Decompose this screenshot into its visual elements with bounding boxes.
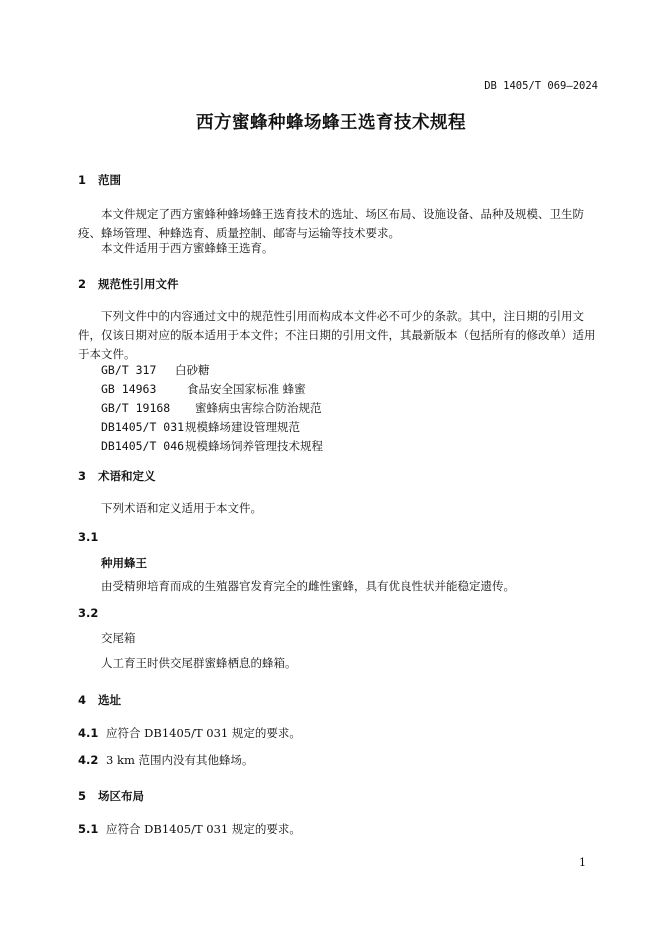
section-title: 范围: [98, 173, 121, 187]
clause-item: [78, 752, 254, 768]
section-number: 5: [78, 789, 87, 803]
section-4-heading: [78, 692, 121, 708]
reference-item: [101, 419, 300, 435]
terms-intro: 下列术语和定义适用于本文件。: [101, 501, 262, 515]
section-number: 4: [78, 693, 87, 707]
term-definition: 人工育王时供交尾群蜜蜂栖息的蜂箱。: [101, 656, 297, 670]
section-number: 1: [78, 173, 87, 187]
reference-name: 规模蜂场饲养管理技术规程: [185, 439, 323, 453]
section-1-heading: [78, 172, 121, 188]
section-title: 选址: [98, 693, 121, 707]
reference-name: 食品安全国家标准 蜂蜜: [187, 382, 306, 396]
clause-number: 5.1: [78, 822, 99, 836]
term-number: 3.1: [78, 530, 99, 544]
reference-item: [101, 362, 210, 378]
clause-text: 3 km 范围内没有其他蜂场。: [106, 753, 254, 767]
reference-name: 蜜蜂病虫害综合防治规范: [195, 401, 322, 415]
document-code: DB 1405/T 069—2024: [484, 80, 598, 92]
normative-references-intro: 下列文件中的内容通过文中的规范性引用而构成本文件必不可少的条款。其中，注日期的引用文件，仅该日期对应的版本适用于本文件；不注日期的引用文件，其最新版本（包括所有的修改单）适用于本文件。: [78, 309, 596, 361]
clause-number: 4.1: [78, 726, 99, 740]
clause-item: [78, 821, 301, 837]
section-2-heading: [78, 276, 179, 292]
section-title: 术语和定义: [98, 469, 156, 483]
reference-code: GB/T 19168: [101, 401, 171, 415]
reference-code: DB1405/T 046: [101, 439, 185, 453]
document-title: 西方蜜蜂种蜂场蜂王选育技术规程: [196, 113, 466, 133]
section-title: 场区布局: [98, 789, 144, 803]
section-title: 规范性引用文件: [98, 277, 179, 291]
section-3-heading: [78, 468, 156, 484]
reference-code: GB 14963: [101, 382, 157, 396]
clause-text: 应符合 DB1405/T 031 规定的要求。: [106, 822, 301, 836]
scope-paragraph: 本文件规定了西方蜜蜂种蜂场蜂王选育技术的选址、场区布局、设施设备、品种及规模、卫生防疫、蜂场管理、种蜂选育、质量控制、邮寄与运输等技术要求。: [78, 207, 584, 240]
reference-name: 规模蜂场建设管理规范: [185, 420, 300, 434]
reference-item: [101, 400, 322, 416]
clause-number: 4.2: [78, 753, 99, 767]
reference-code: DB1405/T 031: [101, 420, 185, 434]
section-number: 2: [78, 277, 87, 291]
reference-name: 白砂糖: [175, 363, 210, 377]
section-5-heading: [78, 788, 144, 804]
clause-text: 应符合 DB1405/T 031 规定的要求。: [106, 726, 301, 740]
reference-item: [101, 381, 306, 397]
scope-applicability: 本文件适用于西方蜜蜂蜂王选育。: [101, 241, 274, 255]
term-name: 交尾箱: [101, 631, 136, 645]
reference-item: [101, 438, 323, 454]
term-name: 种用蜂王: [101, 556, 147, 570]
reference-code: GB/T 317: [101, 363, 157, 377]
page-number: 1: [579, 856, 586, 869]
section-number: 3: [78, 469, 87, 483]
term-definition: 由受精卵培育而成的生殖器官发育完全的雌性蜜蜂，具有优良性状并能稳定遗传。: [101, 579, 515, 593]
term-number: 3.2: [78, 606, 99, 620]
clause-item: [78, 725, 301, 741]
